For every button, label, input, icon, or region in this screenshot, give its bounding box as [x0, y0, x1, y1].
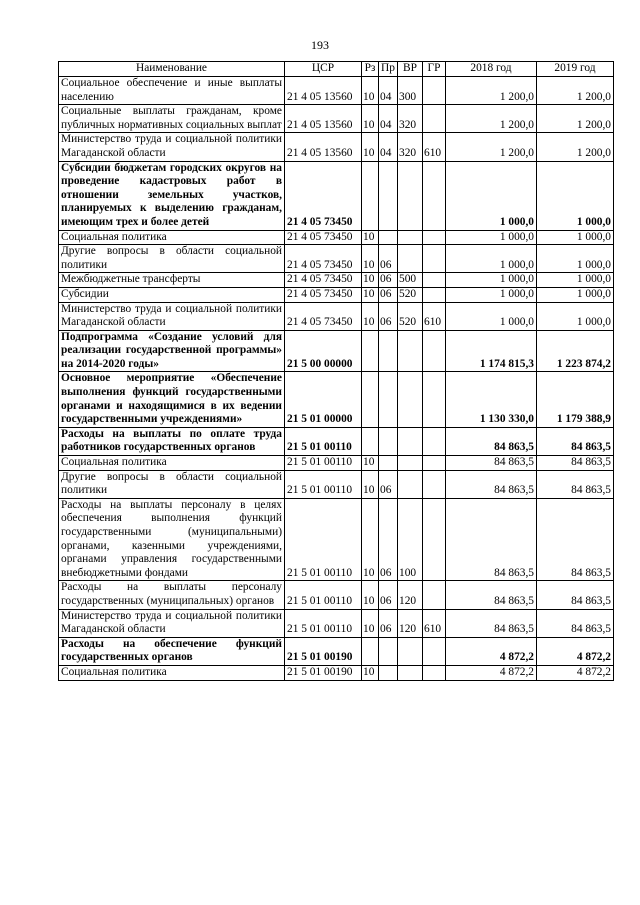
- cell-2018: 1 000,0: [446, 230, 537, 245]
- cell-csr: 21 4 05 73450: [285, 273, 362, 288]
- cell-name: Расходы на обеспечение функций государственных органов: [59, 637, 285, 665]
- cell-gr: [423, 456, 446, 471]
- cell-gr: [423, 581, 446, 609]
- cell-name: Расходы на выплаты персоналу государственных (муниципальных) органов: [59, 581, 285, 609]
- cell-csr: 21 4 05 13560: [285, 133, 362, 161]
- cell-pr: 06: [379, 273, 398, 288]
- cell-2019: 84 863,5: [537, 498, 614, 581]
- cell-pr: 06: [379, 470, 398, 498]
- cell-gr: [423, 105, 446, 133]
- cell-2018: 84 863,5: [446, 456, 537, 471]
- table-row: [59, 581, 614, 609]
- table-row: [59, 245, 614, 273]
- table-row: [59, 105, 614, 133]
- cell-pr: 04: [379, 105, 398, 133]
- cell-2018: 1 000,0: [446, 161, 537, 230]
- cell-gr: [423, 273, 446, 288]
- cell-gr: 610: [423, 609, 446, 637]
- cell-2018: 1 000,0: [446, 273, 537, 288]
- cell-vr: [398, 637, 423, 665]
- cell-name: Социальная политика: [59, 230, 285, 245]
- header-rz: Рз: [362, 62, 379, 77]
- cell-2018: 84 863,5: [446, 609, 537, 637]
- cell-2018: 1 000,0: [446, 302, 537, 330]
- table-row: [59, 161, 614, 230]
- cell-csr: 21 5 01 00110: [285, 427, 362, 455]
- cell-rz: 10: [362, 133, 379, 161]
- cell-name: Социальное обеспечение и иные выплаты населению: [59, 77, 285, 105]
- cell-gr: [423, 665, 446, 680]
- cell-2019: 84 863,5: [537, 581, 614, 609]
- cell-pr: 04: [379, 133, 398, 161]
- cell-gr: [423, 372, 446, 427]
- cell-2018: 1 200,0: [446, 133, 537, 161]
- table-row: [59, 287, 614, 302]
- table-row: [59, 456, 614, 471]
- cell-name: Подпрограмма «Создание условий для реализации государственной программы» на 2014-2020 годы»: [59, 330, 285, 372]
- cell-name: Субсидии: [59, 287, 285, 302]
- table-row: [59, 637, 614, 665]
- cell-rz: 10: [362, 470, 379, 498]
- cell-pr: 06: [379, 245, 398, 273]
- cell-pr: [379, 637, 398, 665]
- cell-rz: 10: [362, 230, 379, 245]
- cell-2018: 4 872,2: [446, 665, 537, 680]
- cell-vr: [398, 230, 423, 245]
- table-body: [59, 77, 614, 681]
- cell-rz: [362, 330, 379, 372]
- cell-pr: 06: [379, 498, 398, 581]
- cell-rz: [362, 161, 379, 230]
- cell-gr: [423, 498, 446, 581]
- cell-rz: 10: [362, 287, 379, 302]
- cell-vr: 100: [398, 498, 423, 581]
- cell-name: Социальная политика: [59, 456, 285, 471]
- cell-rz: 10: [362, 456, 379, 471]
- cell-vr: 120: [398, 609, 423, 637]
- cell-name: Расходы на выплаты по оплате труда работников государственных органов: [59, 427, 285, 455]
- cell-name: Основное мероприятие «Обеспечение выполнения функций государственными органами и находящимися в их ведении государственными учреждениями»: [59, 372, 285, 427]
- cell-rz: 10: [362, 302, 379, 330]
- cell-name: Субсидии бюджетам городских округов на проведение кадастровых работ в отношении земельных участков, планируемых к выделению гражданам, имеющим трех и более детей: [59, 161, 285, 230]
- cell-pr: [379, 427, 398, 455]
- cell-name: Социальная политика: [59, 665, 285, 680]
- header-2019: 2019 год: [537, 62, 614, 77]
- cell-pr: 06: [379, 287, 398, 302]
- table-row: [59, 133, 614, 161]
- cell-name: Межбюджетные трансферты: [59, 273, 285, 288]
- cell-vr: [398, 245, 423, 273]
- cell-name: Другие вопросы в области социальной политики: [59, 245, 285, 273]
- cell-rz: 10: [362, 609, 379, 637]
- header-pr: Пр: [379, 62, 398, 77]
- cell-gr: [423, 427, 446, 455]
- cell-2019: 84 863,5: [537, 470, 614, 498]
- cell-rz: 10: [362, 105, 379, 133]
- cell-rz: 10: [362, 77, 379, 105]
- cell-pr: 06: [379, 609, 398, 637]
- cell-gr: [423, 245, 446, 273]
- cell-csr: 21 5 01 00110: [285, 498, 362, 581]
- table-row: [59, 372, 614, 427]
- cell-csr: 21 5 01 00110: [285, 581, 362, 609]
- cell-vr: [398, 161, 423, 230]
- cell-gr: [423, 230, 446, 245]
- cell-rz: [362, 637, 379, 665]
- cell-csr: 21 5 01 00110: [285, 456, 362, 471]
- cell-2018: 84 863,5: [446, 581, 537, 609]
- cell-2018: 1 130 330,0: [446, 372, 537, 427]
- cell-gr: [423, 330, 446, 372]
- cell-csr: 21 4 05 13560: [285, 77, 362, 105]
- cell-2018: 1 174 815,3: [446, 330, 537, 372]
- header-2018: 2018 год: [446, 62, 537, 77]
- cell-vr: [398, 372, 423, 427]
- cell-vr: 320: [398, 105, 423, 133]
- cell-rz: 10: [362, 245, 379, 273]
- header-vr: ВР: [398, 62, 423, 77]
- cell-csr: 21 4 05 73450: [285, 230, 362, 245]
- cell-gr: [423, 470, 446, 498]
- cell-2019: 1 000,0: [537, 245, 614, 273]
- cell-pr: [379, 372, 398, 427]
- table-row: [59, 470, 614, 498]
- cell-csr: 21 5 01 00190: [285, 637, 362, 665]
- cell-csr: 21 5 00 00000: [285, 330, 362, 372]
- cell-2019: 1 223 874,2: [537, 330, 614, 372]
- cell-rz: [362, 427, 379, 455]
- table-row: [59, 498, 614, 581]
- cell-pr: 06: [379, 581, 398, 609]
- cell-name: Министерство труда и социальной политики Магаданской области: [59, 133, 285, 161]
- cell-2019: 84 863,5: [537, 609, 614, 637]
- cell-2019: 1 000,0: [537, 230, 614, 245]
- cell-vr: 500: [398, 273, 423, 288]
- cell-2019: 1 000,0: [537, 161, 614, 230]
- cell-csr: 21 4 05 13560: [285, 105, 362, 133]
- cell-pr: [379, 161, 398, 230]
- cell-2019: 1 200,0: [537, 77, 614, 105]
- cell-2018: 1 200,0: [446, 77, 537, 105]
- cell-name: Социальные выплаты гражданам, кроме публичных нормативных социальных выплат: [59, 105, 285, 133]
- cell-csr: 21 5 01 00110: [285, 470, 362, 498]
- cell-gr: 610: [423, 133, 446, 161]
- cell-csr: 21 4 05 73450: [285, 287, 362, 302]
- cell-rz: [362, 372, 379, 427]
- cell-gr: [423, 77, 446, 105]
- cell-2018: 84 863,5: [446, 498, 537, 581]
- cell-2018: 4 872,2: [446, 637, 537, 665]
- cell-pr: 04: [379, 77, 398, 105]
- header-name: Наименование: [59, 62, 285, 77]
- cell-csr: 21 4 05 73450: [285, 302, 362, 330]
- cell-csr: 21 5 01 00000: [285, 372, 362, 427]
- cell-vr: 320: [398, 133, 423, 161]
- cell-2019: 1 200,0: [537, 105, 614, 133]
- cell-2019: 1 000,0: [537, 273, 614, 288]
- cell-csr: 21 5 01 00110: [285, 609, 362, 637]
- cell-pr: [379, 665, 398, 680]
- cell-2019: 1 000,0: [537, 302, 614, 330]
- cell-name: Другие вопросы в области социальной политики: [59, 470, 285, 498]
- cell-gr: [423, 161, 446, 230]
- cell-2019: 1 200,0: [537, 133, 614, 161]
- cell-pr: [379, 330, 398, 372]
- cell-2019: 4 872,2: [537, 637, 614, 665]
- cell-vr: [398, 427, 423, 455]
- cell-2019: 4 872,2: [537, 665, 614, 680]
- cell-2018: 1 000,0: [446, 287, 537, 302]
- cell-csr: 21 4 05 73450: [285, 161, 362, 230]
- table-row: [59, 77, 614, 105]
- cell-vr: [398, 456, 423, 471]
- cell-2019: 1 179 388,9: [537, 372, 614, 427]
- cell-vr: 520: [398, 302, 423, 330]
- cell-2019: 1 000,0: [537, 287, 614, 302]
- cell-vr: 300: [398, 77, 423, 105]
- cell-2018: 84 863,5: [446, 470, 537, 498]
- table-row: [59, 665, 614, 680]
- cell-2019: 84 863,5: [537, 427, 614, 455]
- cell-pr: [379, 230, 398, 245]
- cell-vr: [398, 665, 423, 680]
- cell-vr: [398, 330, 423, 372]
- cell-gr: [423, 637, 446, 665]
- table-row: [59, 330, 614, 372]
- table-row: [59, 273, 614, 288]
- cell-2018: 84 863,5: [446, 427, 537, 455]
- cell-2018: 1 200,0: [446, 105, 537, 133]
- cell-name: Расходы на выплаты персоналу в целях обеспечения выполнения функций государственными (муниципальными) органами, казенными учреждениями, органами управления государственными внебюджетными фондами: [59, 498, 285, 581]
- cell-rz: 10: [362, 665, 379, 680]
- cell-rz: 10: [362, 273, 379, 288]
- cell-csr: 21 4 05 73450: [285, 245, 362, 273]
- table-row: [59, 230, 614, 245]
- table-row: [59, 609, 614, 637]
- table-row: [59, 427, 614, 455]
- cell-vr: 520: [398, 287, 423, 302]
- cell-pr: 06: [379, 302, 398, 330]
- cell-2019: 84 863,5: [537, 456, 614, 471]
- cell-2018: 1 000,0: [446, 245, 537, 273]
- page-number: 193: [311, 38, 329, 52]
- table-row: [59, 302, 614, 330]
- cell-gr: 610: [423, 302, 446, 330]
- cell-name: Министерство труда и социальной политики Магаданской области: [59, 609, 285, 637]
- cell-pr: [379, 456, 398, 471]
- cell-rz: 10: [362, 498, 379, 581]
- table-header-row: [59, 62, 614, 77]
- header-csr: ЦСР: [285, 62, 362, 77]
- cell-name: Министерство труда и социальной политики Магаданской области: [59, 302, 285, 330]
- cell-vr: [398, 470, 423, 498]
- cell-gr: [423, 287, 446, 302]
- cell-vr: 120: [398, 581, 423, 609]
- cell-rz: 10: [362, 581, 379, 609]
- budget-table: [58, 61, 614, 681]
- header-gr: ГР: [423, 62, 446, 77]
- cell-csr: 21 5 01 00190: [285, 665, 362, 680]
